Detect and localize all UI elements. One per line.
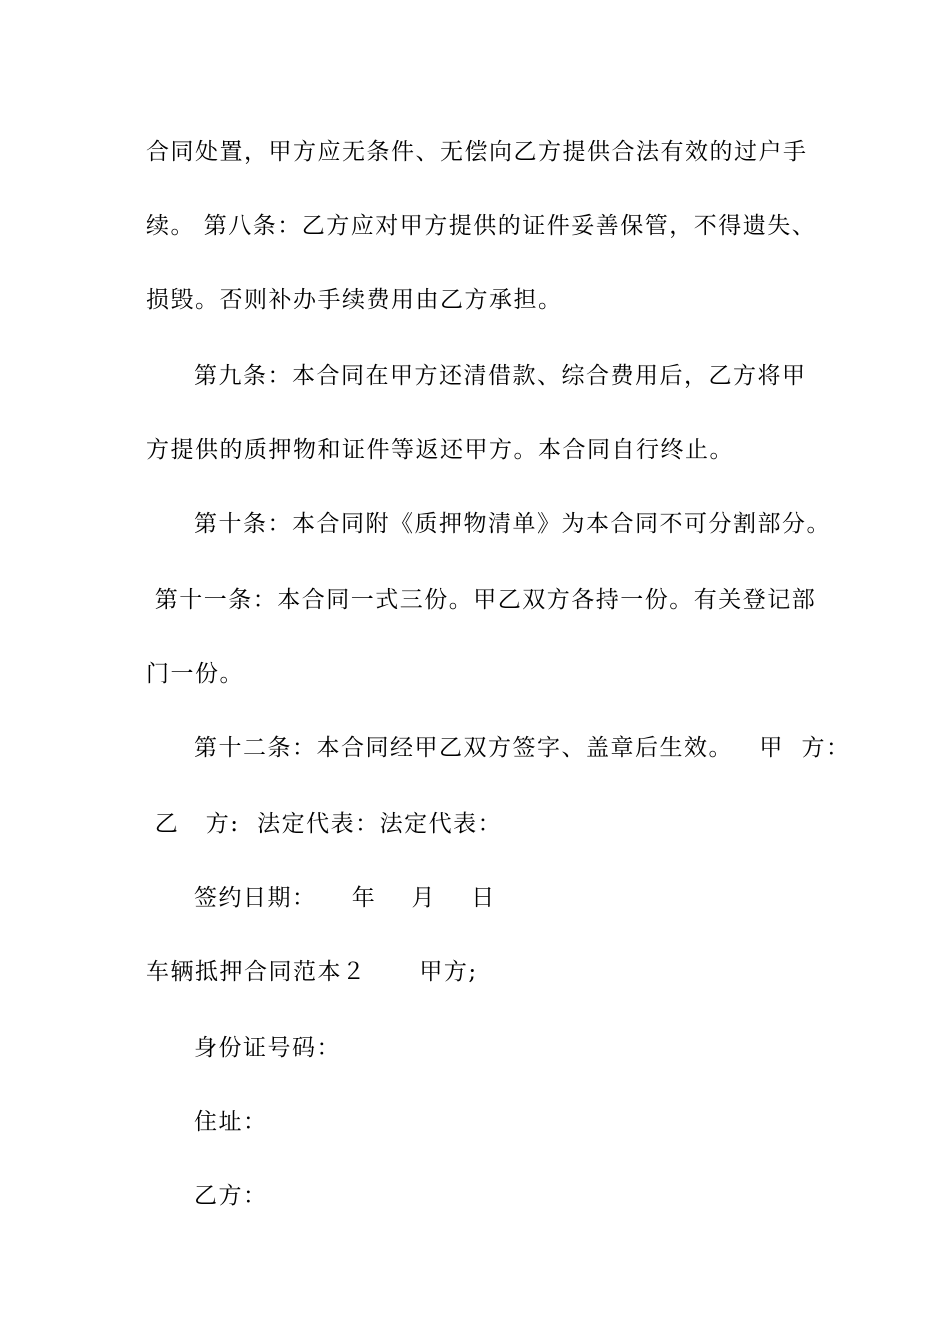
text-line-3: 损毁。否则补办手续费用由乙方承担。 xyxy=(146,287,563,313)
text-line-2: 续。 第八条：乙方应对甲方提供的证件妥善保管，不得遗失、 xyxy=(146,213,817,239)
text-line-15: 乙方： xyxy=(194,1183,268,1209)
text-line-6: 第十条：本合同附《质押物清单》为本合同不可分割部分。 xyxy=(194,511,831,537)
text-line-4: 第九条：本合同在甲方还清借款、综合费用后，乙方将甲 xyxy=(194,363,807,389)
text-line-13: 身份证号码： xyxy=(194,1035,341,1061)
text-line-12: 车辆抵押合同范本２ 甲方; xyxy=(146,959,478,985)
text-line-5: 方提供的质押物和证件等返还甲方。本合同自行终止。 xyxy=(146,437,734,463)
text-line-9: 第十二条：本合同经甲乙双方签字、盖章后生效。 甲 方： xyxy=(194,735,851,761)
text-line-1: 合同处置，甲方应无条件、无偿向乙方提供合法有效的过户手 xyxy=(146,139,808,165)
text-line-7: 第十一条：本合同一式三份。甲乙双方各持一份。有关登记部 xyxy=(146,587,817,613)
text-line-8: 门一份。 xyxy=(146,661,244,687)
text-line-14: 住址： xyxy=(194,1109,268,1135)
text-line-10: 乙 方: 法定代表：法定代表： xyxy=(146,811,503,837)
text-line-11: 签约日期： 年 月 日 xyxy=(194,885,496,911)
